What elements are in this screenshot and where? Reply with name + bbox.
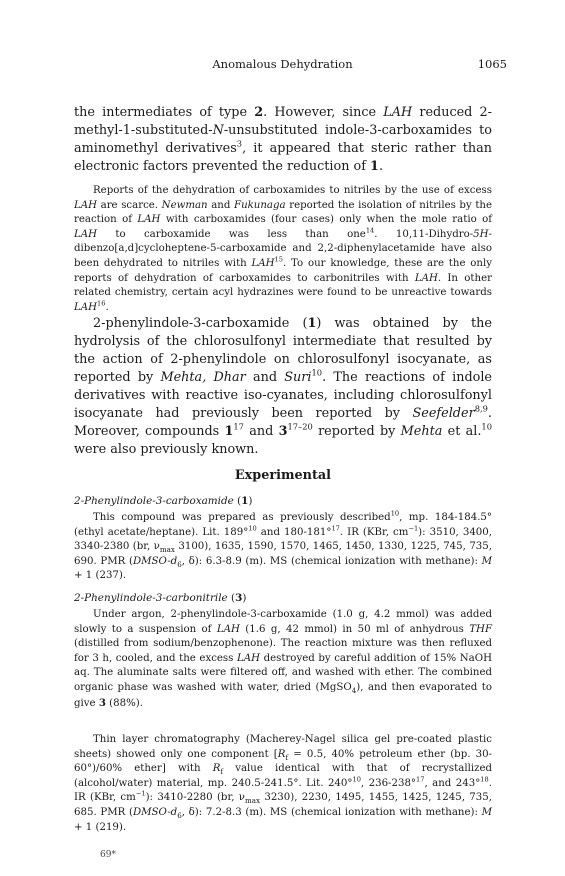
experimental-heading: Experimental	[234, 468, 332, 483]
carbonitrile-procedure-paragraph: Under argon, 2-phenylindole-3-carboxamide (1.0 g, 4.2 mmol) was added slowly to a suspension of LAH (1.6 g, 42 mmol) in 50 ml of anhydrous THF (distilled from sodium/benzophenone). The reaction mixture was then refluxed for 3 h, cooled, and the excess LAH destroyed by careful addition of 15% NaOH aq. The aluminate salts were filtered off, and washed with ether. The combined organic phase was washed with water, dried (MgSO$_4$), and then evaporated to give 3 (88%).	[74, 609, 493, 709]
tlc-characterization-paragraph: Thin layer chromatography (Macherey-Nagel silica gel pre-coated plastic sheets) showed only one component [$R_f = 0.5$, 40% petroleum ether (bp. 30-60°)/60% ether] with $R_f$ value identical with that of recrystallized (alcohol/water) material, mp. 240.5-241.5°. Lit. 240°$^{10}$, 236-238°$^{17}$, and 243°$^{18}$. IR (KBr, $cm^{-1}$): 3410-2280 (br, $\nu_{max}$ 3230), 2230, 1495, 1455, 1425, 1245, 735, 685. PMR ($DMSO-d_6$, δ): 7.2-8.3 (m). MS (chemical ionization with methane): M + 1 (219).	[74, 734, 493, 833]
subsection-title-carboxamide: 2-Phenylindole-3-carboxamide (1)	[74, 495, 253, 507]
intro-paragraph-continuation: the intermediates of type 2. However, since LAH reduced 2-methyl-1-substituted-N-unsubstituted indole-3-carboxamides to aminomethyl derivatives$^3$, it appeared that steric rather than electronic factors prevented the reduction of 1.	[74, 105, 492, 174]
synthesis-background-paragraph: 2-phenylindole-3-carboxamide (1) was obtained by the hydrolysis of the chlorosulfonyl intermediate that resulted by the action of 2-phenylindole on chlorosulfonyl isocyanate, as reported by Mehta, Dhar and Suri$^{10}$. The reactions of indole derivatives with reactive iso-cyanates, including chlorosulfonyl isocyanate had previously been reported by Seefelder$^{8,9}$. Moreover, compounds $1^{17}$ and 3$^{17-20}$ reported by Mehta et al.$^{10}$ were also previously known.	[74, 316, 492, 457]
page-number: 1065	[477, 57, 507, 71]
running-title: Anomalous Dehydration	[212, 57, 353, 71]
signature-mark: 69*	[100, 850, 116, 860]
running-header	[0, 57, 565, 73]
subsection-title-carbonitrile: 2-Phenylindole-3-carbonitrile (3)	[74, 592, 247, 604]
literature-review-paragraph: Reports of the dehydration of carboxamides to nitriles by the use of excess LAH are scarce. Newman and Fukunaga reported the isolation of nitriles by the reaction of LAH with carboxamides (four cases) only when the mole ratio of LAH to carboxamide was less than one$^{14}$. 10,11-Dihydro-5H-dibenzo[a,d]cycloheptene-5-carboxamide and 2,2-diphenylacetamide have also been dehydrated to nitriles with LAH$^{15}$. To our knowledge, these are the only reports of dehydration of carboxamides to carbonitriles with LAH. In other related chemistry, certain acyl hydrazines were found to be unreactive towards LAH$^{16}$.	[74, 185, 493, 313]
carboxamide-data-paragraph: This compound was prepared as previously described$^{10}$, mp. 184-184.5° (ethyl acetate/heptane). Lit. 189°$^{10}$ and 180-181°$^{17}$. IR (KBr, $cm^{-1}$): 3510, 3400, 3340-2380 (br, $\nu_{max}$ 3100), 1635, 1590, 1570, 1465, 1450, 1330, 1225, 745, 735, 690. PMR ($DMSO-d_6$, δ): 6.3-8.9 (m). MS (chemical ionization with methane): M + 1 (237).	[74, 509, 493, 582]
